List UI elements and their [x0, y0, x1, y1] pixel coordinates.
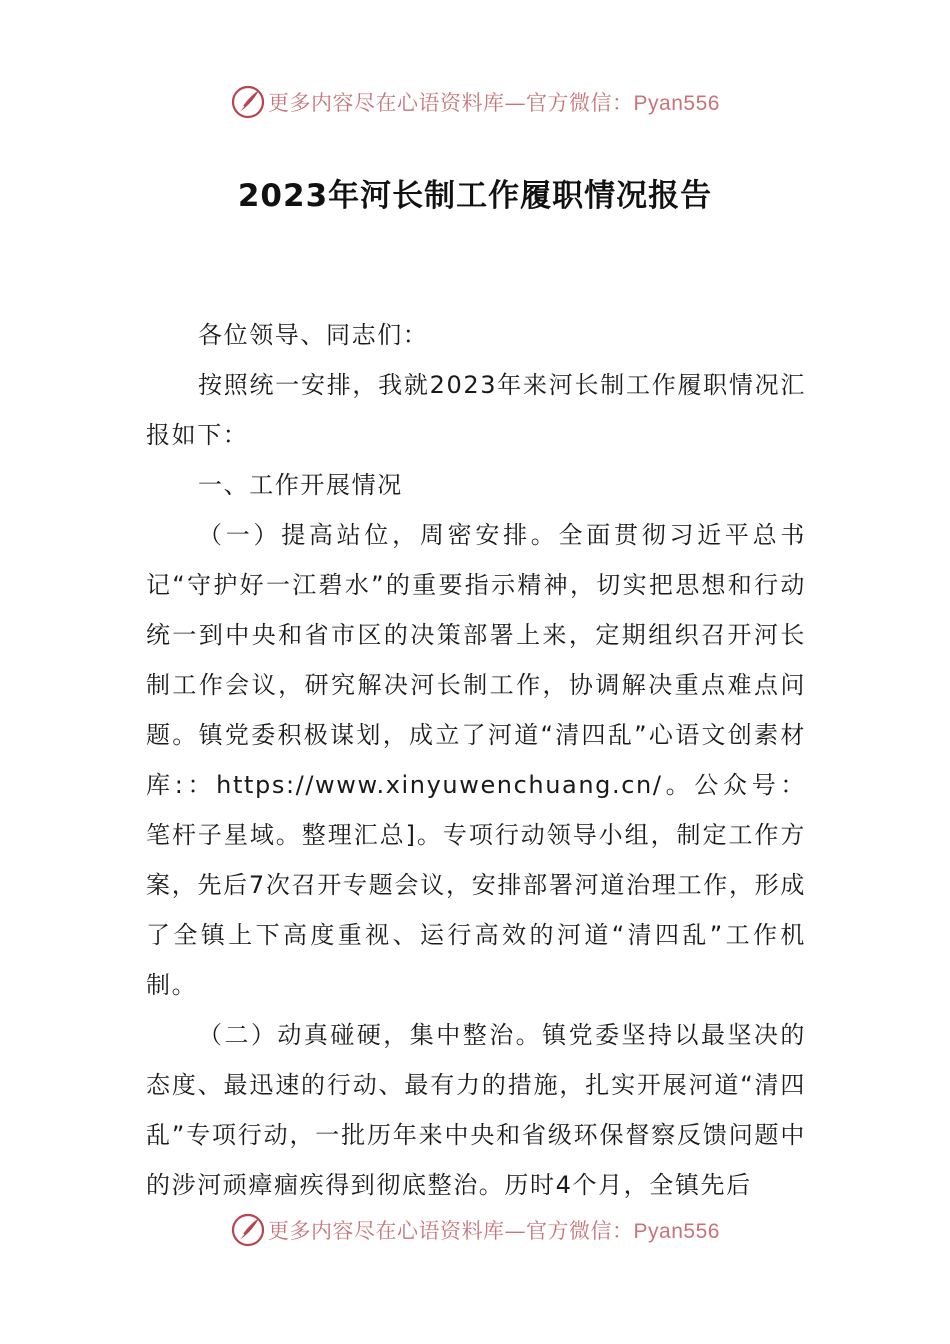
intro-paragraph: 按照统一安排，我就2023年来河长制工作履职情况汇报如下：: [146, 371, 806, 449]
quill-pen-logo-icon: [230, 84, 266, 120]
body-paragraph: （二）动真碰硬，集中整治。镇党委坚持以最坚决的态度、最迅速的行动、最有力的措施，扎实开展河道“清四乱”专项行动，一批历年来中央和省级环保督察反馈问题中的涉河顽瘴痼疾得到彻底整治。历时4个月，全镇先后: [146, 1021, 806, 1199]
footer-watermark-text: 更多内容尽在心语资料库—官方微信：Pyan556: [268, 1219, 720, 1243]
header-wechat-id: Pyan556: [633, 92, 720, 115]
header-watermark-text: 更多内容尽在心语资料库—官方微信：Pyan556: [268, 91, 720, 115]
document-body: [146, 310, 806, 1210]
header-watermark-banner: [0, 80, 950, 124]
document-title: 2023年河长制工作履职情况报告: [237, 178, 713, 214]
footer-wechat-id: Pyan556: [633, 1220, 720, 1243]
quill-pen-logo-icon: [230, 1212, 266, 1248]
footer-watermark-banner: [0, 1208, 950, 1252]
salutation-paragraph: 各位领导、同志们：: [198, 321, 429, 349]
body-paragraph: （一）提高站位，周密安排。全面贯彻习近平总书记“守护好一江碧水”的重要指示精神，切实把思想和行动统一到中央和省市区的决策部署上来，定期组织召开河长制工作会议，研究解决河长制工作，协调解决重点难点问题。镇党委积极谋划，成立了河道“清四乱”心语文创素材库:：https://www.xinyuwenchuang.cn/。公众号：笔杆子星域。整理汇总]。专项行动领导小组，制定工作方案，先后7次召开专题会议，安排部署河道治理工作，形成了全镇上下高度重视、运行高效的河道“清四乱”工作机制。: [146, 521, 806, 999]
section-heading: 一、工作开展情况: [198, 471, 403, 499]
